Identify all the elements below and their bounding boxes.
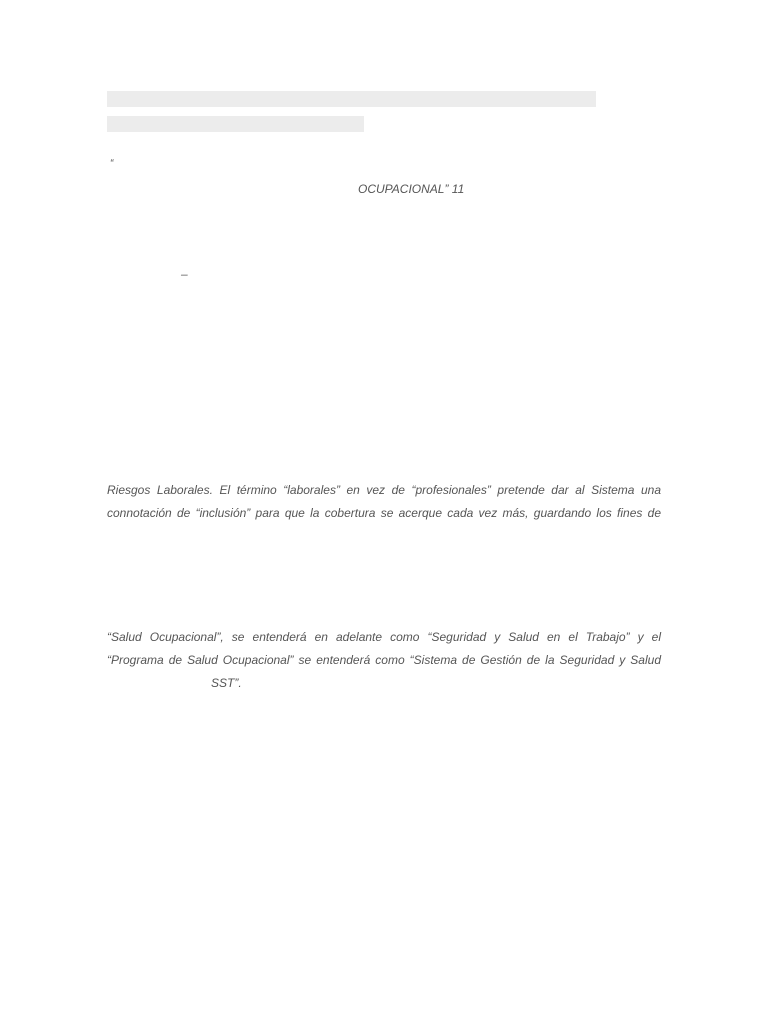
paragraph-1-line-1: Riesgos Laborales. El término “laborales” en vez de “profesionales” pretende dar al Sistema una xyxy=(107,483,661,497)
heading-fragment: OCUPACIONAL” 11 xyxy=(358,182,465,196)
redacted-title-line-2 xyxy=(107,116,364,132)
redacted-title-line-1 xyxy=(107,91,596,107)
paragraph-2-line-3: SST”. xyxy=(211,676,242,690)
paragraph-1-line-2: connotación de “inclusión” para que la cobertura se acerque cada vez más, guardando los fines de xyxy=(107,506,661,520)
paragraph-2-line-2: “Programa de Salud Ocupacional” se entenderá como “Sistema de Gestión de la Seguridad y Salud xyxy=(107,653,661,667)
paragraph-2-line-1: “Salud Ocupacional”, se entenderá en adelante como “Seguridad y Salud en el Trabajo” y el xyxy=(107,630,661,644)
open-quote-mark: “ xyxy=(110,158,114,169)
dash-mark: – xyxy=(181,267,188,281)
